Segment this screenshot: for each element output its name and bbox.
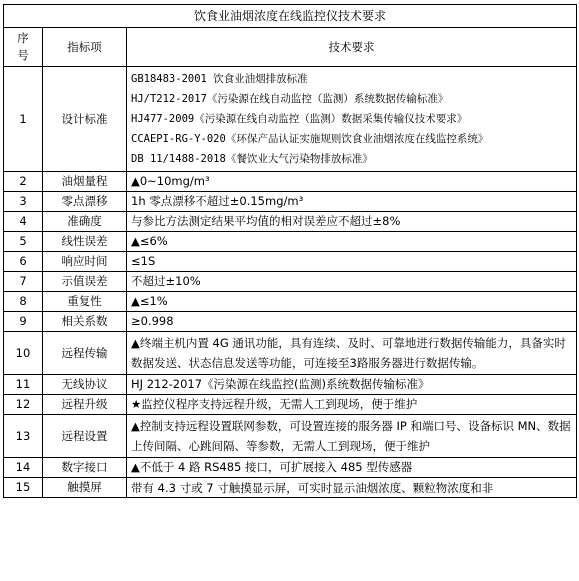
row-number: 9 bbox=[4, 312, 43, 332]
row-number: 10 bbox=[4, 332, 43, 375]
row-indicator: 油烟量程 bbox=[43, 172, 127, 192]
row-indicator: 零点漂移 bbox=[43, 192, 127, 212]
row-number: 1 bbox=[4, 67, 43, 172]
row-indicator: 远程传输 bbox=[43, 332, 127, 375]
row-requirement: ▲不低于 4 路 RS485 接口，可扩展接入 485 型传感器 bbox=[127, 458, 577, 478]
row-indicator: 触摸屏 bbox=[43, 478, 127, 498]
table-row bbox=[4, 172, 577, 192]
requirement-line: DB 11/1488-2018《餐饮业大气污染物排放标准》 bbox=[131, 153, 373, 165]
table-row bbox=[4, 292, 577, 312]
row-indicator: 无线协议 bbox=[43, 375, 127, 395]
requirement-line: HJ477-2009《污染源在线自动监控（监测）数据采集传输仪技术要求》 bbox=[131, 113, 468, 125]
table-row bbox=[4, 375, 577, 395]
table-row bbox=[4, 252, 577, 272]
row-indicator: 重复性 bbox=[43, 292, 127, 312]
row-number: 2 bbox=[4, 172, 43, 192]
requirement-line: CCAEPI-RG-Y-020《环保产品认证实施规则饮食业油烟浓度在线监控系统》 bbox=[131, 133, 489, 145]
table-row bbox=[4, 458, 577, 478]
row-number: 11 bbox=[4, 375, 43, 395]
row-indicator: 示值误差 bbox=[43, 272, 127, 292]
table-row bbox=[4, 212, 577, 232]
row-number: 8 bbox=[4, 292, 43, 312]
row-indicator: 准确度 bbox=[43, 212, 127, 232]
header-number-label: 序号 bbox=[17, 31, 29, 62]
row-indicator: 线性误差 bbox=[43, 232, 127, 252]
row-number: 4 bbox=[4, 212, 43, 232]
table-row bbox=[4, 395, 577, 415]
header-row bbox=[4, 28, 577, 67]
row-number: 13 bbox=[4, 415, 43, 458]
row-requirement: ▲0~10mg/m³ bbox=[127, 172, 577, 192]
row-requirement: ▲≤1% bbox=[127, 292, 577, 312]
row-requirement: ▲控制支持远程设置联网参数，可设置连接的服务器 IP 和端口号、设备标识 MN、数据上传间隔、心跳间隔、等参数，无需人工到现场，便于维护 bbox=[127, 415, 577, 458]
row-indicator: 相关系数 bbox=[43, 312, 127, 332]
row-requirement: ≥0.998 bbox=[127, 312, 577, 332]
row-indicator: 响应时间 bbox=[43, 252, 127, 272]
row-number: 15 bbox=[4, 478, 43, 498]
row-requirement: ▲≤6% bbox=[127, 232, 577, 252]
row-number: 5 bbox=[4, 232, 43, 252]
table-row bbox=[4, 312, 577, 332]
row-requirement: ▲终端主机内置 4G 通讯功能，具有连续、及时、可靠地进行数据传输能力，具备实时数据发送、状态信息发送等功能，可连接至3路服务器进行数据传输。 bbox=[127, 332, 577, 375]
row-requirement: 不超过±10% bbox=[127, 272, 577, 292]
row-number: 14 bbox=[4, 458, 43, 478]
row-requirement: HJ 212-2017《污染源在线监控(监测)系统数据传输标准》 bbox=[127, 375, 577, 395]
table-title: 饮食业油烟浓度在线监控仪技术要求 bbox=[4, 5, 577, 28]
table-row bbox=[4, 232, 577, 252]
tech-requirements-table bbox=[3, 4, 577, 498]
header-indicator: 指标项 bbox=[43, 28, 127, 67]
row-requirement: ≤1S bbox=[127, 252, 577, 272]
row-number: 3 bbox=[4, 192, 43, 212]
row-requirement: 与参比方法测定结果平均值的相对误差应不超过±8% bbox=[127, 212, 577, 232]
row-requirement bbox=[127, 478, 577, 498]
row-requirement: 1h 零点漂移不超过±0.15mg/m³ bbox=[127, 192, 577, 212]
row-indicator: 设计标准 bbox=[43, 67, 127, 172]
row-indicator: 远程设置 bbox=[43, 415, 127, 458]
row-requirement: ★监控仪程序支持远程升级，无需人工到现场，便于维护 bbox=[127, 395, 577, 415]
table-row bbox=[4, 192, 577, 212]
table-row bbox=[4, 272, 577, 292]
row-indicator: 数字接口 bbox=[43, 458, 127, 478]
table-row bbox=[4, 415, 577, 458]
row-requirement bbox=[127, 67, 577, 172]
row-number: 6 bbox=[4, 252, 43, 272]
table-row bbox=[4, 332, 577, 375]
requirement-text-clipped: 带有 4.3 寸或 7 寸触摸显示屏，可实时显示油烟浓度、颗粒物浓度和非 bbox=[131, 480, 494, 495]
row-number: 12 bbox=[4, 395, 43, 415]
requirement-line: GB18483-2001 饮食业油烟排放标准 bbox=[131, 73, 308, 85]
header-number bbox=[4, 28, 43, 67]
table-row bbox=[4, 478, 577, 498]
row-number: 7 bbox=[4, 272, 43, 292]
row-indicator: 远程升级 bbox=[43, 395, 127, 415]
requirement-line: HJ/T212-2017《污染源在线自动监控（监测）系统数据传输标准》 bbox=[131, 93, 449, 105]
title-row bbox=[4, 5, 577, 28]
header-requirement: 技术要求 bbox=[127, 28, 577, 67]
table-row bbox=[4, 67, 577, 172]
